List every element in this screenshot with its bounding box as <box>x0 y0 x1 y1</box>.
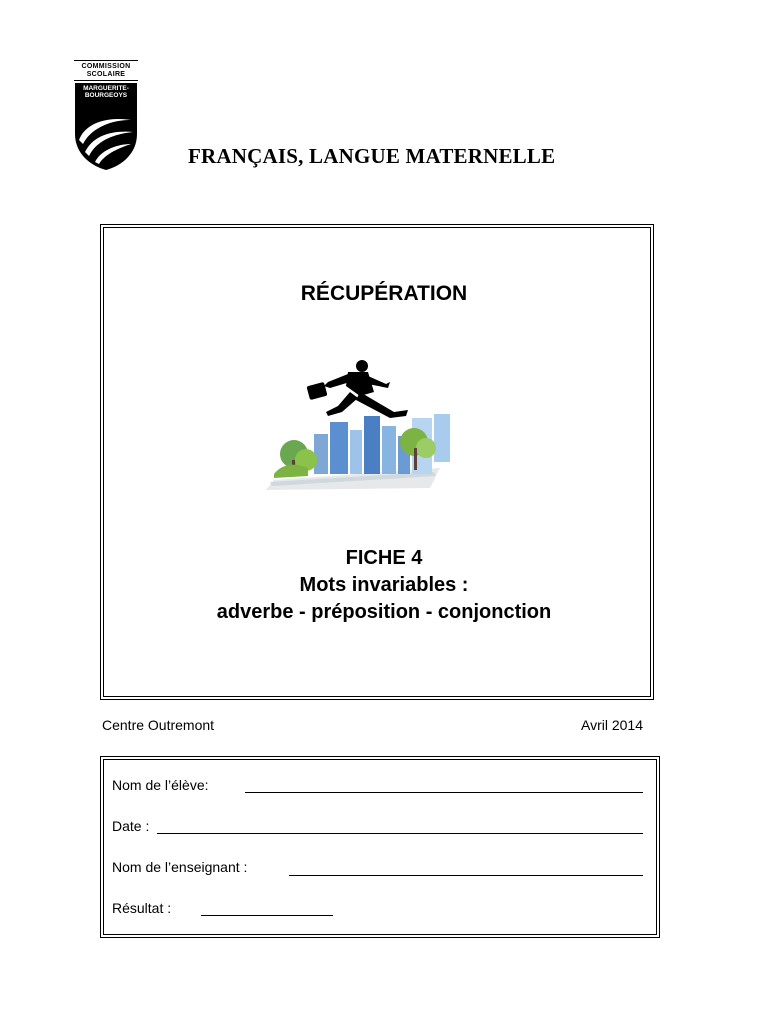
student-name-label: Nom de l’élève: <box>112 777 209 793</box>
date-label: Date : <box>112 818 150 834</box>
teacher-name-field[interactable] <box>289 875 643 876</box>
logo-band-line-1: MARGUERITE- <box>83 85 129 92</box>
jumping-businessman-illustration <box>264 356 456 492</box>
worksheet-topic: Mots invariables : <box>299 574 469 596</box>
logo-band <box>75 83 137 100</box>
date-field[interactable] <box>157 833 643 834</box>
teacher-name-label: Nom de l’enseignant : <box>112 859 248 875</box>
center-name: Centre Outremont <box>102 717 215 733</box>
result-field[interactable] <box>201 915 333 916</box>
school-board-logo <box>72 60 140 182</box>
logo-line-2: SCOLAIRE <box>86 71 126 78</box>
worksheet-subtopic: adverbe - préposition - conjonction <box>216 601 552 623</box>
cover-title: RÉCUPÉRATION <box>300 282 468 305</box>
logo-top-text <box>74 60 138 81</box>
shield-icon <box>75 100 137 170</box>
worksheet-title-block <box>0 545 768 626</box>
logo-band-line-2: BOURGEOYS <box>84 92 128 99</box>
worksheet-number: FICHE 4 <box>345 547 423 569</box>
logo-line-1: COMMISSION <box>81 63 131 70</box>
result-label: Résultat : <box>112 900 172 916</box>
subject-heading: FRANÇAIS, LANGUE MATERNELLE <box>188 144 556 168</box>
student-name-field[interactable] <box>245 792 643 793</box>
document-date: Avril 2014 <box>581 717 644 733</box>
